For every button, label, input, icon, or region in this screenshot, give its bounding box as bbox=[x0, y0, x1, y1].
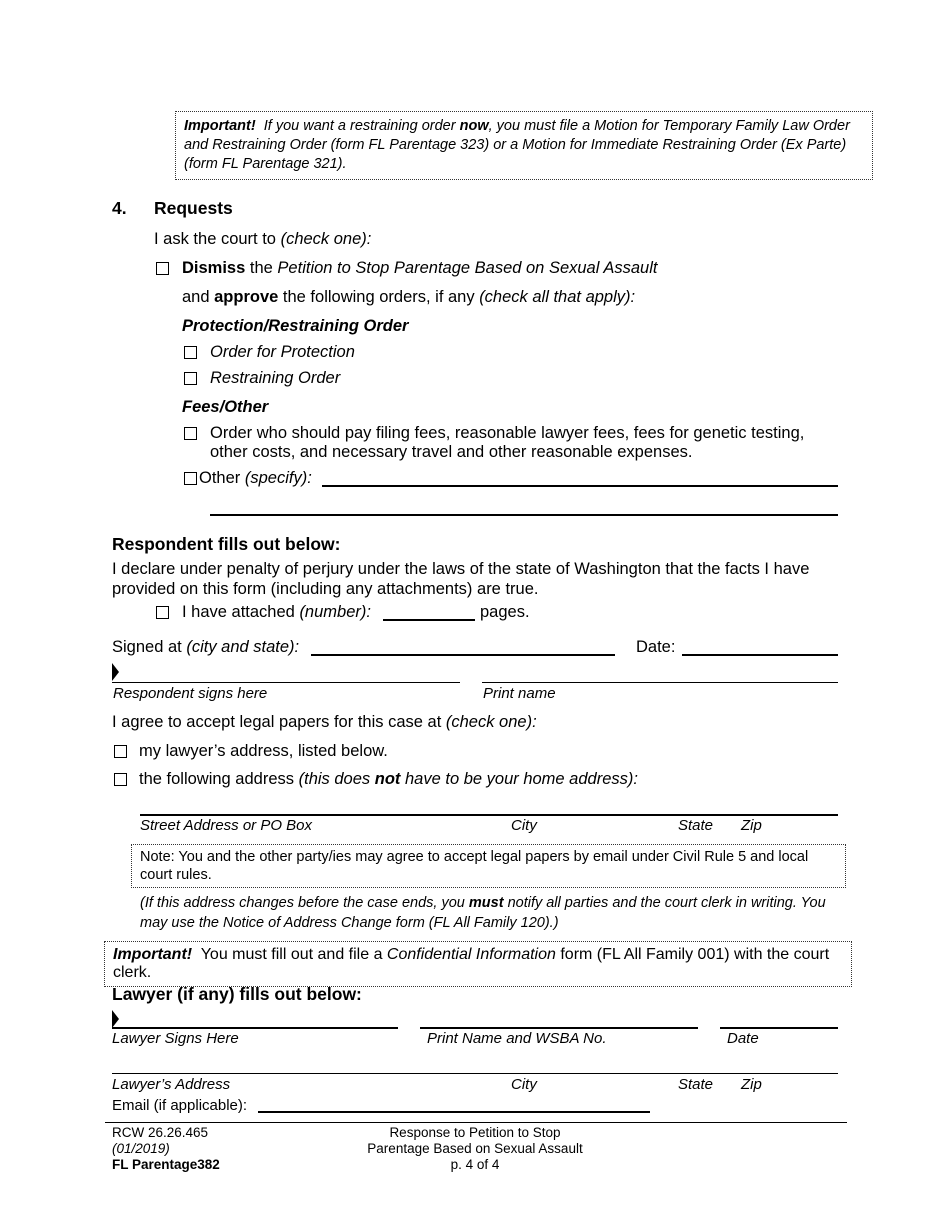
important-text-pre: If you want a restraining order bbox=[263, 118, 456, 134]
ask-court-line bbox=[154, 230, 371, 249]
agree-instruction: (check one): bbox=[445, 713, 537, 731]
approve-and: and bbox=[182, 288, 210, 306]
lawyer-date-label: Date bbox=[727, 1030, 759, 1047]
confidential-info-notice bbox=[104, 941, 852, 987]
following-italic-post: have to be your home address): bbox=[405, 770, 638, 788]
lawyer-date-field[interactable] bbox=[720, 1027, 838, 1029]
lawyer-address-checkbox[interactable] bbox=[114, 745, 127, 758]
fees-text: Order who should pay filing fees, reasonable lawyer fees, fees for genetic testing, other costs, and necessary travel and other reasonable expenses. bbox=[210, 424, 805, 461]
lawyer-address-option: my lawyer’s address, listed below. bbox=[139, 742, 388, 760]
dismiss-petition-name: Petition to Stop Parentage Based on Sexual Assault bbox=[277, 259, 658, 277]
signed-at-field[interactable] bbox=[311, 654, 615, 656]
other-checkbox[interactable] bbox=[184, 472, 197, 485]
date-label: Date: bbox=[636, 638, 676, 656]
attached-pages-checkbox[interactable] bbox=[156, 606, 169, 619]
dismiss-the: the bbox=[249, 259, 273, 277]
footer-rcw: RCW 26.26.465 bbox=[112, 1125, 209, 1140]
signed-at-label: Signed at bbox=[112, 638, 182, 656]
footer-title-2: Parentage Based on Sexual Assault bbox=[367, 1141, 583, 1156]
important-text-post: , you must file a Motion for Temporary Family Law Order and Restraining Order (form FL Parentage 323) or a Motion for Immediate Restraining Order (Ex Parte) (form FL Parentage 321). bbox=[184, 118, 850, 172]
respondent-heading: Respondent fills out below: bbox=[112, 534, 341, 554]
address-field[interactable] bbox=[140, 814, 838, 816]
sign-here-arrow-icon bbox=[112, 663, 119, 681]
agree-text: I agree to accept legal papers for this case at bbox=[112, 713, 442, 731]
confidential-form-name: Confidential Information bbox=[386, 946, 556, 963]
approve-rest: the following orders, if any bbox=[282, 288, 475, 306]
attached-pre: I have attached bbox=[182, 603, 295, 621]
footer-rule bbox=[105, 1122, 847, 1123]
lawyer-state-label: State bbox=[678, 1076, 714, 1093]
approve-line bbox=[182, 288, 635, 307]
lawyer-print-name-field[interactable] bbox=[420, 1027, 698, 1029]
city-label: City bbox=[511, 817, 537, 834]
change-pre: (If this address changes before the case ends, you bbox=[140, 895, 465, 911]
footer-page-number: p. 4 of 4 bbox=[450, 1157, 500, 1172]
section-number: 4. bbox=[112, 198, 127, 218]
protection-heading: Protection/Restraining Order bbox=[182, 317, 409, 335]
dismiss-checkbox[interactable] bbox=[156, 262, 169, 275]
approve-bold: approve bbox=[214, 288, 279, 306]
attached-pages-line bbox=[182, 603, 371, 622]
zip-label: Zip bbox=[741, 817, 762, 834]
lawyer-address-label: Lawyer’s Address bbox=[112, 1076, 231, 1093]
section-title: Requests bbox=[154, 198, 233, 218]
restraining-order-checkbox[interactable] bbox=[184, 372, 197, 385]
other-specify: (specify): bbox=[244, 469, 312, 487]
print-name-label: Print name bbox=[483, 685, 556, 702]
order-for-protection-checkbox[interactable] bbox=[184, 346, 197, 359]
other-line bbox=[199, 469, 312, 488]
lawyer-signs-label: Lawyer Signs Here bbox=[112, 1030, 239, 1047]
lawyer-sign-here-arrow-icon bbox=[112, 1010, 119, 1028]
footer-left bbox=[112, 1125, 220, 1173]
street-label: Street Address or PO Box bbox=[140, 817, 313, 834]
approve-instruction: (check all that apply): bbox=[479, 288, 636, 306]
dismiss-bold: Dismiss bbox=[182, 259, 246, 277]
state-label: State bbox=[678, 817, 714, 834]
following-address-checkbox[interactable] bbox=[114, 773, 127, 786]
confidential-important-label: Important! bbox=[113, 946, 193, 963]
date-field[interactable] bbox=[682, 654, 838, 656]
address-change-note bbox=[140, 893, 845, 933]
respondent-print-name-field[interactable] bbox=[482, 682, 838, 683]
footer-date: (01/2019) bbox=[112, 1141, 170, 1156]
restraining-order-label: Restraining Order bbox=[210, 369, 341, 387]
perjury-declaration: I declare under penalty of perjury under the laws of the state of Washington that the facts I have provided on this form (including any attachments) are true. bbox=[112, 560, 810, 598]
confidential-pre: You must fill out and file a bbox=[200, 946, 383, 963]
dismiss-line bbox=[182, 259, 657, 278]
other-specify-line-1[interactable] bbox=[322, 485, 838, 487]
email-note-box: Note: You and the other party/ies may agree to accept legal papers by email under Civil Rule 5 and local court rules. bbox=[131, 844, 846, 888]
important-notice-box bbox=[175, 111, 873, 180]
attached-pages-suffix: pages. bbox=[480, 603, 530, 621]
attached-number-field[interactable] bbox=[383, 619, 475, 621]
important-label: Important! bbox=[184, 118, 256, 134]
lawyer-print-name-label: Print Name and WSBA No. bbox=[427, 1030, 607, 1047]
ask-court-text: I ask the court to bbox=[154, 230, 276, 248]
signed-at-instruction: (city and state): bbox=[186, 638, 300, 656]
lawyer-signature-field[interactable] bbox=[112, 1027, 398, 1029]
fees-heading: Fees/Other bbox=[182, 398, 269, 416]
important-text-bold: now bbox=[459, 118, 489, 134]
fees-checkbox[interactable] bbox=[184, 427, 197, 440]
footer-title-1: Response to Petition to Stop bbox=[389, 1125, 561, 1140]
ask-court-instruction: (check one): bbox=[280, 230, 372, 248]
change-post: notify all parties and the court clerk in writing. You may use the Notice of Address Change form (FL All Family 120).) bbox=[140, 895, 826, 931]
change-bold: must bbox=[468, 895, 504, 911]
lawyer-email-label: Email (if applicable): bbox=[112, 1097, 248, 1114]
attached-number-label: (number): bbox=[299, 603, 371, 621]
following-bold: not bbox=[374, 770, 401, 788]
lawyer-email-field[interactable] bbox=[258, 1111, 650, 1113]
lawyer-address-field[interactable] bbox=[112, 1073, 838, 1074]
respondent-signs-label: Respondent signs here bbox=[113, 685, 268, 702]
following-address-option bbox=[139, 770, 638, 789]
following-address-text: the following address bbox=[139, 770, 295, 788]
other-label: Other bbox=[199, 469, 241, 487]
lawyer-heading: Lawyer (if any) fills out below: bbox=[112, 984, 362, 1004]
following-italic-pre: (this does bbox=[298, 770, 371, 788]
confidential-post: form (FL All Family 001) with the court clerk. bbox=[113, 946, 830, 981]
lawyer-zip-label: Zip bbox=[741, 1076, 762, 1093]
respondent-signature-field[interactable] bbox=[112, 682, 460, 683]
order-for-protection-label: Order for Protection bbox=[210, 343, 355, 361]
lawyer-city-label: City bbox=[511, 1076, 537, 1093]
other-specify-line-2[interactable] bbox=[210, 514, 838, 516]
signed-at-line bbox=[112, 638, 299, 657]
agree-line bbox=[112, 713, 537, 732]
footer-form-id: FL Parentage382 bbox=[112, 1157, 220, 1172]
footer-center bbox=[325, 1125, 625, 1173]
